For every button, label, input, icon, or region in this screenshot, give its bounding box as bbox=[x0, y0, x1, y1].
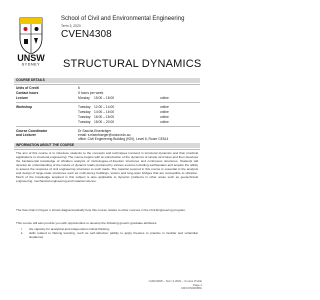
workshop-label: Workshop bbox=[16, 105, 33, 109]
workshop-row bbox=[16, 115, 200, 119]
divider bbox=[16, 102, 200, 103]
workshop-time: 14:00 – 16:00 bbox=[94, 110, 115, 114]
list-marker: ii. bbox=[21, 231, 24, 236]
term-label: Term 3, 2020 bbox=[61, 24, 81, 28]
course-code: CVEN4308 bbox=[61, 29, 112, 40]
coordinator-label: and Lecturer bbox=[16, 133, 36, 137]
divider bbox=[14, 84, 200, 85]
school-name: School of Civil and Environmental Engineering bbox=[61, 16, 185, 22]
list-item-text: skills related to lifelong learning, such as self-reflection (ability to apply theories to practice in familiar and unfamiliar situations). bbox=[29, 231, 198, 240]
list-item bbox=[16, 231, 198, 239]
list-item-text: the capacity for analytical and independent critical thinking; bbox=[29, 227, 110, 231]
coordinator-email[interactable]: email: s.eisentraeger@unsw.edu.au bbox=[78, 133, 131, 137]
course-details-heading: COURSE DETAILS bbox=[14, 78, 200, 83]
workshop-mode: online bbox=[160, 110, 169, 114]
workshop-day: Tuesday bbox=[78, 105, 91, 109]
coordinator-name: Dr Sascha Eisenträger bbox=[78, 129, 112, 133]
units-value: 6 bbox=[78, 86, 80, 90]
cricos-code: CRICOS00098G bbox=[181, 286, 202, 291]
page-number: Page 1 bbox=[193, 282, 202, 287]
workshop-time: 18:00 – 20:00 bbox=[94, 120, 115, 124]
units-row bbox=[16, 86, 200, 90]
course-header bbox=[61, 16, 207, 40]
workshop-row bbox=[16, 120, 200, 124]
workshop-mode: online bbox=[160, 115, 169, 119]
workshop-mode: online bbox=[160, 120, 169, 124]
list-marker: i. bbox=[21, 227, 23, 231]
course-description: The aim of this course is to introduce students to the concepts and techniques involved in structural dynamics and their practical applications in structural engineering. The course begins with an introduction of the dynamics of simple structures and then develops the fundamental knowledge of vibration analysis of multi-degree-of-freedom structures and continuous structures. Students will develop an understanding of the nature of dynamic loads produced by various sources including earthquakes and acquire the ability to assess the response of civil engineering structures to such loads. The material covered in this course is essential to the analysis and design of large-scale structures such as multi-storey buildings, towers and long-span bridges that are susceptible to vibration. Much of the knowledge acquired in this subject is also applicable to dynamic problems in other areas such as geotechnical engineering, mechanical engineering and material science. bbox=[16, 151, 198, 184]
divider bbox=[14, 149, 200, 150]
coordinator-label: Course Coordinator bbox=[16, 129, 48, 133]
workshop-time: 12:00 – 14:00 bbox=[94, 105, 115, 109]
divider bbox=[16, 126, 200, 127]
workshop-row bbox=[16, 110, 200, 114]
logo-wordmark: UNSW bbox=[17, 53, 45, 63]
workshop-mode: online bbox=[160, 105, 169, 109]
unsw-logo bbox=[10, 16, 52, 66]
flow-chart-note: The flow chart in Figure 1 shows diagrammatically how this course relates to other courses in the Civil Engineering program. bbox=[16, 208, 186, 212]
workshop-day: Tuesday bbox=[78, 115, 91, 119]
coordinator-office: office: Civil Engineering Building (H20), Level 6, Room CE614 bbox=[78, 137, 169, 141]
lecture-mode: online bbox=[160, 96, 169, 100]
contact-value: 5 hours per week bbox=[78, 91, 104, 95]
lecture-day: Monday bbox=[78, 96, 90, 100]
lecture-label: Lecture bbox=[16, 96, 28, 100]
coordinator-row bbox=[16, 137, 200, 141]
lecture-row bbox=[16, 96, 200, 100]
workshop-day: Tuesday bbox=[78, 110, 91, 114]
workshop-row bbox=[16, 105, 200, 109]
logo-tagline: SYDNEY bbox=[21, 62, 41, 66]
contact-row bbox=[16, 91, 200, 95]
contact-label: Contact hours bbox=[16, 91, 39, 95]
footer-course-label: CVEN4308 – Term 3 2020 – Course Profile bbox=[148, 279, 202, 283]
course-title: STRUCTURAL DYNAMICS bbox=[63, 58, 202, 70]
workshop-time: 16:00 – 18:00 bbox=[94, 115, 115, 119]
workshop-day: Tuesday bbox=[78, 120, 91, 124]
units-label: Units of Credit bbox=[16, 86, 39, 90]
information-heading: INFORMATION ABOUT THE COURSE bbox=[14, 143, 200, 148]
graduate-attributes-list bbox=[16, 227, 198, 239]
crest-icon bbox=[20, 18, 42, 54]
attributes-intro: This course will also provide you with opportunities to develop the following generic graduate attributes: bbox=[16, 221, 158, 225]
page-footer bbox=[122, 280, 202, 291]
lecture-time: 15:00 – 18:00 bbox=[94, 96, 115, 100]
